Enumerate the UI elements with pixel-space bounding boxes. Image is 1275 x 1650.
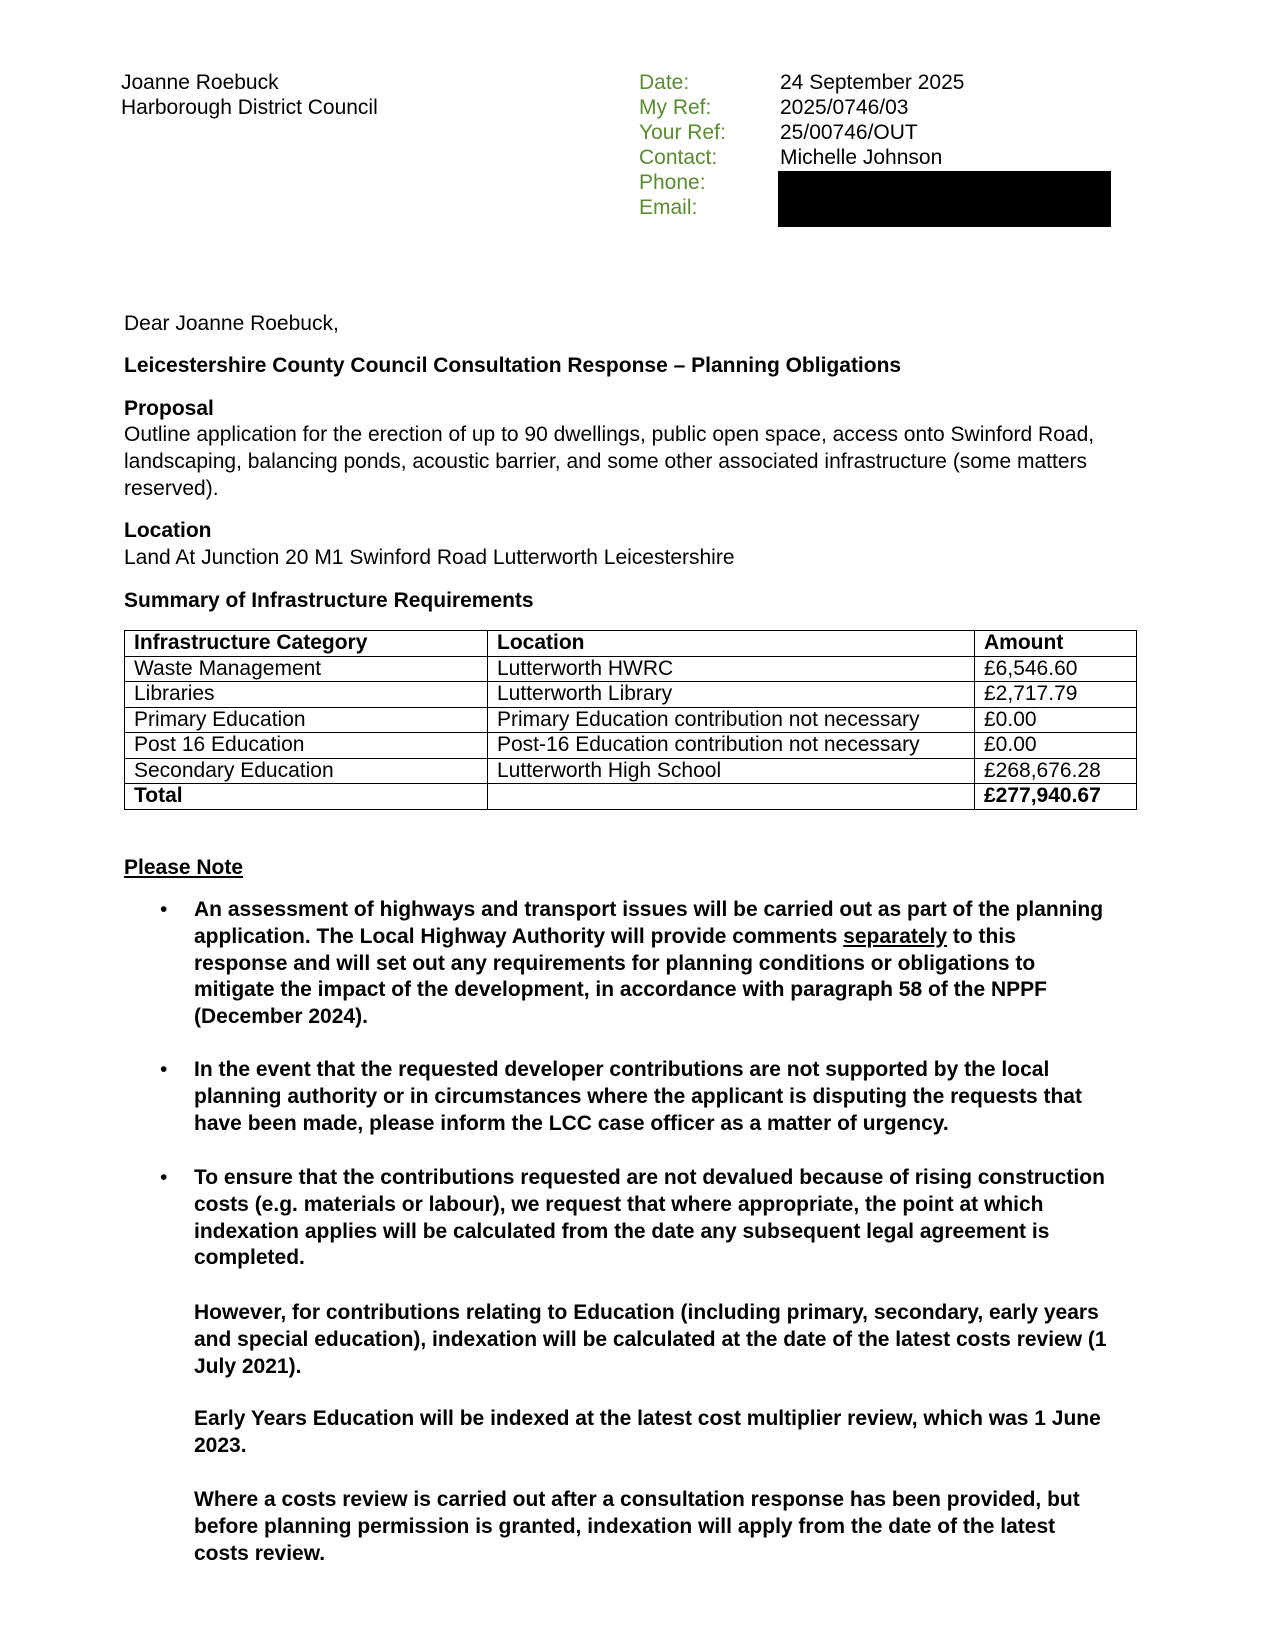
note-line: July 2021). xyxy=(194,1354,302,1378)
proposal-title: Proposal xyxy=(124,397,214,420)
cell-amount: £6,546.60 xyxy=(975,656,1137,682)
table-total-row xyxy=(125,784,1137,810)
cell-category: Secondary Education xyxy=(125,758,488,784)
note-line: (December 2024). xyxy=(194,1005,368,1029)
cell-amount: £0.00 xyxy=(975,707,1137,733)
please-note-title: Please Note xyxy=(124,856,244,879)
letter-heading: Leicestershire County Council Consultation Response – Planning Obligations xyxy=(124,354,902,377)
note-line: An assessment of highways and transport issues will be carried out as part of the planning xyxy=(194,898,1104,921)
education-indexation-paragraph xyxy=(194,1300,1107,1380)
contact-label: Contact: xyxy=(639,146,718,169)
note-line: To ensure that the contributions requested are not devalued because of rising construction xyxy=(194,1166,1105,1189)
summary-title: Summary of Infrastructure Requirements xyxy=(124,589,534,612)
total-location xyxy=(488,784,975,810)
location-text: Land At Junction 20 M1 Swinford Road Lutterworth Leicestershire xyxy=(124,546,735,569)
cell-location: Lutterworth Library xyxy=(488,682,975,708)
table-row xyxy=(125,758,1137,784)
note-line: before planning permission is granted, indexation will apply from the date of the latest xyxy=(194,1514,1056,1538)
note-line: indexation applies will be calculated from the date any subsequent legal agreement is xyxy=(194,1219,1050,1243)
note-line: In the event that the requested developer contributions are not supported by the local xyxy=(194,1058,1050,1081)
cell-category: Primary Education xyxy=(125,707,488,733)
cell-location: Lutterworth HWRC xyxy=(488,656,975,682)
cell-category: Waste Management xyxy=(125,656,488,682)
my-ref-value: 2025/0746/03 xyxy=(780,96,909,119)
note-emphasis: separately xyxy=(843,924,948,948)
date-label: Date: xyxy=(639,71,690,94)
early-years-paragraph xyxy=(194,1406,1101,1460)
cell-amount: £268,676.28 xyxy=(975,758,1137,784)
total-amount: £277,940.67 xyxy=(975,784,1137,810)
proposal-text xyxy=(124,422,1094,502)
your-ref-value: 25/00746/OUT xyxy=(780,121,918,144)
header-amount: Amount xyxy=(975,631,1137,657)
note-text: to this xyxy=(947,924,1016,948)
cell-category: Libraries xyxy=(125,682,488,708)
note-bullet-2 xyxy=(194,1057,1082,1137)
note-text: application. The Local Highway Authority will provide comments xyxy=(194,924,844,948)
header-category: Infrastructure Category xyxy=(125,631,488,657)
your-ref-label: Your Ref: xyxy=(639,121,726,144)
proposal-line: landscaping, balancing ponds, acoustic barrier, and some other associated infrastructure (some matters xyxy=(124,449,1088,473)
costs-review-paragraph xyxy=(194,1487,1080,1567)
bullet-icon: • xyxy=(160,898,168,921)
table-row xyxy=(125,707,1137,733)
note-line: Early Years Education will be indexed at the latest cost multiplier review, which was 1 June xyxy=(194,1407,1101,1430)
note-line: response and will set out any requirements for planning conditions or obligations to xyxy=(194,951,1036,975)
recipient-name: Joanne Roebuck xyxy=(121,71,279,94)
bullet-icon: • xyxy=(160,1058,168,1081)
proposal-line: Outline application for the erection of up to 90 dwellings, public open space, access onto Swinford Road, xyxy=(124,423,1095,446)
date-value: 24 September 2025 xyxy=(780,71,965,94)
recipient-org: Harborough District Council xyxy=(121,96,378,119)
redaction-box xyxy=(778,171,1111,227)
total-label: Total xyxy=(125,784,488,810)
table-row xyxy=(125,682,1137,708)
email-label: Email: xyxy=(639,196,698,219)
contact-value: Michelle Johnson xyxy=(780,146,943,169)
cell-location: Post-16 Education contribution not necessary xyxy=(488,733,975,759)
note-line: However, for contributions relating to Education (including primary, secondary, early years xyxy=(194,1301,1099,1324)
note-line: costs review. xyxy=(194,1541,326,1565)
note-line: planning authority or in circumstances where the applicant is disputing the requests that xyxy=(194,1084,1082,1108)
note-line: completed. xyxy=(194,1246,305,1270)
bullet-icon: • xyxy=(160,1166,168,1189)
header-location: Location xyxy=(488,631,975,657)
table-row xyxy=(125,733,1137,759)
cell-location: Primary Education contribution not necessary xyxy=(488,707,975,733)
infrastructure-table xyxy=(124,630,1137,810)
cell-location: Lutterworth High School xyxy=(488,758,975,784)
cell-category: Post 16 Education xyxy=(125,733,488,759)
cell-amount: £2,717.79 xyxy=(975,682,1137,708)
note-line xyxy=(194,924,1103,951)
note-bullet-3 xyxy=(194,1165,1105,1272)
my-ref-label: My Ref: xyxy=(639,96,712,119)
note-line: Where a costs review is carried out after a consultation response has been provided, but xyxy=(194,1488,1080,1511)
table-header-row xyxy=(125,631,1137,657)
note-line: mitigate the impact of the development, in accordance with paragraph 58 of the NPPF xyxy=(194,978,1047,1002)
note-line: 2023. xyxy=(194,1433,247,1457)
note-bullet-1 xyxy=(194,897,1103,1031)
salutation: Dear Joanne Roebuck, xyxy=(124,312,339,335)
note-line: costs (e.g. materials or labour), we request that where appropriate, the point at which xyxy=(194,1192,1044,1216)
phone-label: Phone: xyxy=(639,171,706,194)
cell-amount: £0.00 xyxy=(975,733,1137,759)
proposal-line: reserved). xyxy=(124,476,219,500)
location-title: Location xyxy=(124,519,212,542)
table-row xyxy=(125,656,1137,682)
note-line: have been made, please inform the LCC case officer as a matter of urgency. xyxy=(194,1111,949,1135)
note-line: and special education), indexation will be calculated at the date of the latest costs review (1 xyxy=(194,1327,1107,1351)
